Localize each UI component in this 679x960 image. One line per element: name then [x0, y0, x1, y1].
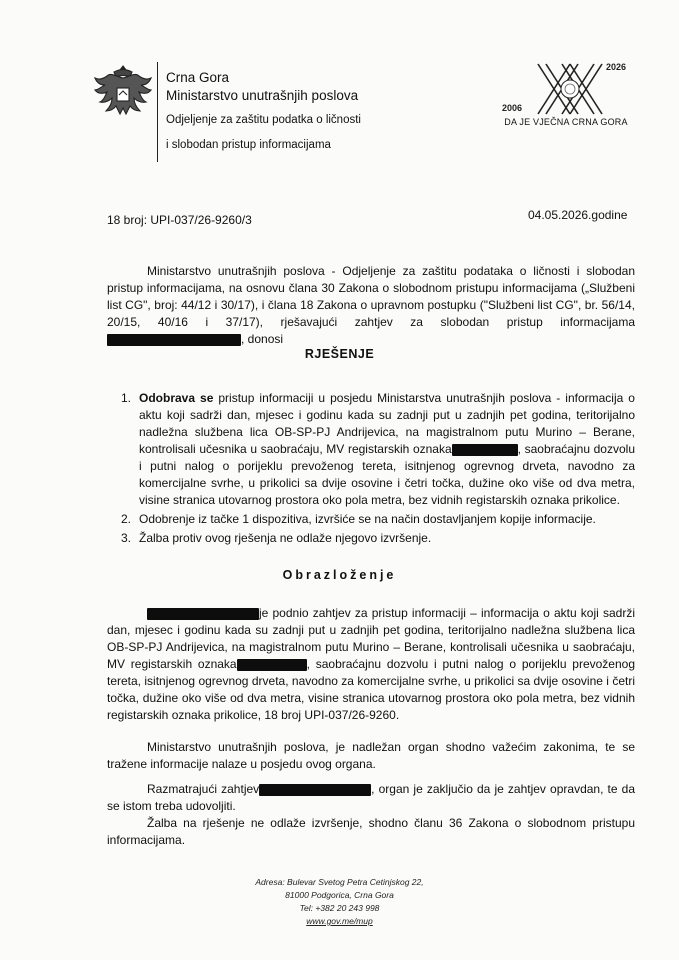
header-ministry: Ministarstvo unutrašnjih poslova — [166, 88, 359, 103]
document-date: 04.05.2026.godine — [528, 208, 628, 222]
header-country: Crna Gora — [166, 70, 230, 85]
reasoning-text: je podnio zahtjev za pristup informaciji – informacija o aktu koji sadrži dan, mjesec i godinu kada su zadnji put u zadnjih pet godina, teritorijalno nadležna službena lica OB-SP-PJ Andrijevica, na magistralnom putu Murino – Berane, kontrolisali učesnika u saobraćaju, MV registarskih oznaka — [107, 606, 635, 671]
header-department-line1: Odjeljenje za zaštitu podatka o ličnosti — [166, 114, 361, 126]
logo-year-end: 2026 — [606, 62, 627, 72]
list-item-number: 1. — [121, 391, 132, 405]
reasoning-text-end: , saobraćajnu dozvolu i putni nalog o porijeklu prevoženog tereta, isitnjenog ogrevnog drveta, navodno za komercijalne svrhe, u prikolici sa dvije osovine i četri točka, dužine oko više od dva metra, visine stranica utovarnog prostora oko pola metra, bez vidnih registarskih oznaka prikolice, 18 broj UPI-037/26-9260. — [107, 657, 636, 722]
list-item — [107, 511, 635, 528]
redaction-requester-name — [259, 784, 371, 796]
footer-phone: Tel: +382 20 243 998 — [299, 903, 380, 913]
header-divider — [157, 62, 158, 162]
decision-title: RJEŠENJE — [304, 347, 375, 361]
logo-caption: DA JE VJEČNA CRNA GORA — [504, 117, 628, 127]
list-item — [107, 530, 635, 547]
footer-address: Adresa: Bulevar Svetog Petra Cetinjskog 22, — [255, 877, 424, 887]
decision-list — [107, 390, 635, 549]
list-item — [107, 390, 635, 509]
coat-of-arms-icon — [92, 62, 154, 124]
reasoning-paragraph-3 — [107, 781, 635, 815]
intro-text: Ministarstvo unutrašnjih poslova - Odjeljenje za zaštitu podataka o ličnosti i slobodan pristup informacijama, na osnovu člana 30 Zakona o slobodnom pristupu informacijama („Službeni list CG", broj: 44/12 i 30/17), i člana 18 Zakona o upravnom postupku ("Službeni list CG", br. 56/14, 20/15, 40/16 i 37/17), rješavajući zahtjev za slobodan pristup informacijama — [107, 264, 635, 329]
reasoning-paragraph-1 — [107, 605, 635, 724]
reasoning-paragraph-4: Žalba na rješenje ne odlaže izvršenje, shodno članu 36 Zakona o slobodnom pristupu informacijama. — [107, 816, 635, 847]
header-department-line2: i slobodan pristup informacijama — [166, 139, 331, 151]
item-text-end: , saobraćajnu dozvolu i putni nalog o porijeklu prevoženog tereta, isitnjenog ogrevnog drveta, navodno za komercijalne svrhe, u prikolici sa dvije osovine i četri točka, dužine oko više od dva metra, visine stranica utovarnog prostora oko pola metra, bez vidnih registarskih oznaka prikolice. — [139, 442, 635, 507]
item-text: Odobrenje iz tačke 1 dispozitiva, izvršiće se na način dostavljanjem kopije informacije. — [139, 512, 596, 526]
logo-year-start: 2006 — [502, 103, 523, 113]
redaction-requester-name — [107, 334, 241, 346]
redaction-plate-number — [237, 659, 307, 671]
list-item-number: 3. — [121, 531, 132, 545]
intro-paragraph — [107, 263, 635, 348]
redaction-requester-name — [147, 608, 259, 620]
footer-web-link[interactable]: www.gov.me/mup — [306, 916, 373, 926]
reasoning-text-end: , organ je zaključio da je zahtjev opravdan, te da se istom treba udovoljiti. — [107, 782, 636, 813]
reasoning-text: Razmatrajući zahtjev — [147, 782, 260, 796]
item-text: pristup informaciji u posjedu Ministarstva unutrašnjih poslova - informacija o aktu koji sadrži dan, mjesec i godinu kada su zadnji put u zadnjih pet godina, teritorijalno nadležna službena lica OB-SP-PJ Andrijevica, na magistralnom putu Murino – Berane, kontrolisali učesnika u saobraćaju, MV registarskih oznaka — [139, 391, 635, 456]
item-text: Žalba protiv ovog rješenja ne odlaže njegovo izvršenje. — [139, 531, 432, 545]
item-bold-lead: Odobrava se — [139, 391, 214, 405]
reasoning-title: Obrazloženje — [282, 568, 397, 582]
list-item-number: 2. — [121, 512, 132, 526]
footer-city: 81000 Podgorica, Crna Gora — [285, 890, 394, 900]
redaction-plate-number — [452, 444, 518, 456]
reference-number: 18 broj: UPI-037/26-9260/3 — [107, 213, 252, 227]
reasoning-paragraph-2: Ministarstvo unutrašnjih poslova, je nadležan organ shodno važećim zakonima, te se tražene informacije nalaze u posjedu ovog organa. — [107, 740, 635, 771]
intro-text-end: , donosi — [241, 332, 284, 346]
footer — [0, 876, 679, 928]
